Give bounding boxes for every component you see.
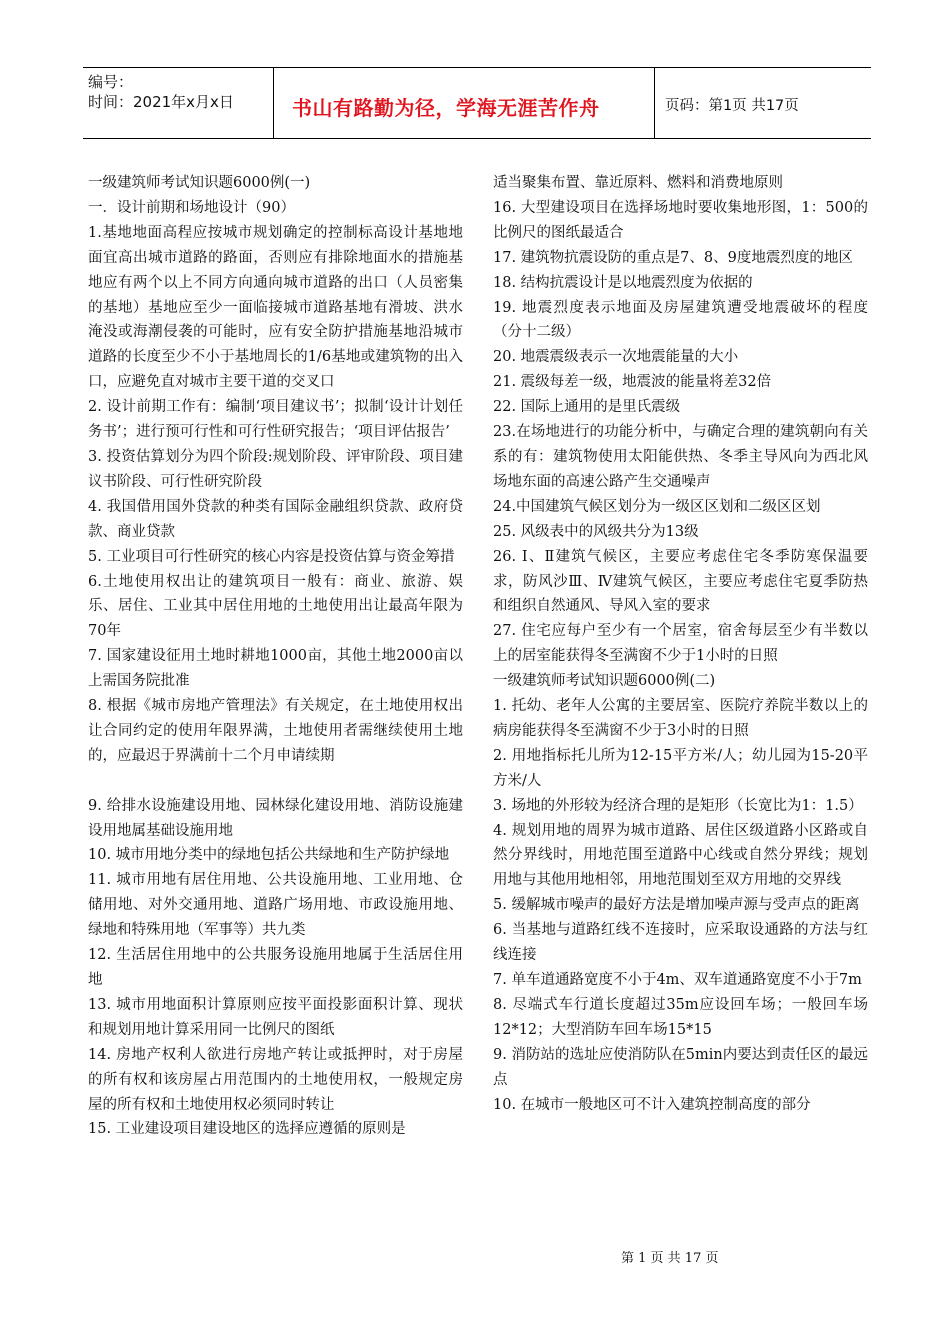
paragraph: 7. 国家建设征用土地时耕地1000亩，其他土地2000亩以上需国务院批准 (88, 648, 463, 690)
left-text-column (88, 171, 463, 1142)
paragraph: 26. Ⅰ、Ⅱ建筑气候区，主要应考虑住宅冬季防寒保温要求，防风沙Ⅲ、Ⅳ建筑气候区，主要应考虑住宅夏季防热和组织自然通风、导风入室的要求 (493, 548, 868, 615)
paragraph: 7. 单车道通路宽度不小于4m、双车道通路宽度不小于7m (493, 972, 862, 988)
paragraph: 21. 震级每差一级，地震波的能量将差32倍 (493, 374, 772, 391)
paragraph: 9. 消防站的选址应使消防队在5min内要达到责任区的最远点 (493, 1046, 868, 1088)
document-number-label: 编号： (88, 73, 134, 91)
paragraph: 10. 城市用地分类中的绿地包括公共绿地和生产防护绿地 (88, 847, 450, 864)
section-title: 一级建筑师考试知识题6000例(二) (493, 673, 716, 690)
paragraph: 3. 场地的外形较为经济合理的是矩形（长宽比为1：1.5） (493, 797, 863, 814)
paragraph: 9. 给排水设施建设用地、园林绿化建设用地、消防设施建设用地属基础设施用地 (88, 797, 463, 839)
section-title: 一级建筑师考试知识题6000例(一) (88, 175, 311, 191)
subsection-title: 一．设计前期和场地设计（90） (88, 199, 295, 216)
header-page-cell (655, 68, 871, 138)
paragraph: 5. 工业项目可行性研究的核心内容是投资估算与资金筹措 (88, 548, 455, 565)
paragraph: 2. 设计前期工作有：编制‘项目建议书’；拟制‘设计计划任务书’；进行预可行性和可行性研究报告；‘项目评估报告’ (88, 399, 463, 441)
header-page-number: 页码：第1页 共17页 (665, 98, 799, 114)
paragraph: 适当聚集布置、靠近原料、燃料和消费地原则 (493, 175, 783, 191)
paragraph: 2. 用地指标托儿所为12-15平方米/人；幼儿园为15-20平方米/人 (493, 747, 868, 789)
paragraph: 12. 生活居住用地中的公共服务设施用地属于生活居住用地 (88, 947, 463, 988)
paragraph: 4. 规划用地的周界为城市道路、居住区级道路小区路或自然分界线时，用地范围至道路中心线或自然分界线；规划用地与其他用地相邻，用地范围划至双方用地的交界线 (493, 822, 868, 889)
paragraph: 22. 国际上通用的是里氏震级 (493, 399, 681, 416)
paragraph: 6.土地使用权出让的建筑项目一般有：商业、旅游、娱乐、居住、工业其中居住用地的土地使用出让最高年限为70年 (88, 573, 463, 640)
paragraph: 11. 城市用地有居住用地、公共设施用地、工业用地、仓储用地、对外交通用地、道路广场用地、市政设施用地、绿地和特殊用地（军事等）共九类 (88, 872, 463, 939)
paragraph: 17. 建筑物抗震设防的重点是7、8、9度地震烈度的地区 (493, 249, 853, 266)
paragraph: 27. 住宅应每户至少有一个居室，宿舍每层至少有半数以上的居室能获得冬至满窗不少于1小时的日照 (493, 623, 868, 665)
blank-line (88, 769, 463, 794)
paragraph: 19. 地震烈度表示地面及房屋建筑遭受地震破坏的程度（分十二级） (493, 299, 868, 341)
paragraph: 24.中国建筑气候区划分为一级区区划和二级区区划 (493, 498, 821, 515)
paragraph: 3. 投资估算划分为四个阶段:规划阶段、评审阶段、项目建议书阶段、可行性研究阶段 (88, 448, 463, 490)
page-footer: 第 1 页 共 17 页 (621, 1251, 719, 1266)
paragraph: 8. 尽端式车行道长度超过35m应设回车场；一般回车场12*12；大型消防车回车场15*15 (493, 996, 868, 1038)
paragraph: 25. 风级表中的风级共分为13级 (493, 523, 699, 540)
paragraph: 13. 城市用地面积计算原则应按平面投影面积计算、现状和规划用地计算采用同一比例尺的图纸 (88, 996, 463, 1038)
paragraph: 20. 地震震级表示一次地震能量的大小 (493, 349, 739, 366)
header-motto: 书山有路勤为径，学海无涯苦作舟 (292, 96, 600, 120)
paragraph: 23.在场地进行的功能分析中，与确定合理的建筑朝向有关系的有：建筑物使用太阳能供热、冬季主导风向为西北风场地东面的高速公路产生交通噪声 (493, 424, 868, 490)
paragraph: 5. 缓解城市噪声的最好方法是增加噪声源与受声点的距离 (493, 897, 860, 914)
paragraph: 1.基地地面高程应按城市规划确定的控制标高设计基地地面宜高出城市道路的路面，否则应有排除地面水的措施基地应有两个以上不同方向通向城市道路的出口（人员密集的基地）基地应至少一面临接城市道路基地有滑坡、洪水淹没或海潮侵袭的可能时，应有安全防护措施基地沿城市道路的长度至少不小于基地周长的1/6基地或建筑物的出入口，应避免直对城市主要干道的交叉口 (88, 224, 463, 391)
paragraph: 10. 在城市一般地区可不计入建筑控制高度的部分 (493, 1096, 811, 1113)
page-header (83, 67, 871, 139)
paragraph: 1. 托幼、老年人公寓的主要居室、医院疗养院半数以上的病房能获得冬至满窗不少于3小时的日照 (493, 698, 868, 739)
paragraph: 14. 房地产权利人欲进行房地产转让或抵押时，对于房屋的所有权和该房屋占用范围内的土地使用权，一般规定房屋的所有权和土地使用权必须同时转让 (88, 1046, 463, 1113)
paragraph: 15. 工业建设项目建设地区的选择应遵循的原则是 (88, 1121, 406, 1138)
paragraph: 8. 根据《城市房地产管理法》有关规定，在土地使用权出让合同约定的使用年限界满，土地使用者需继续使用土地的，应最迟于界满前十二个月申请续期 (88, 698, 463, 764)
paragraph: 6. 当基地与道路红线不连接时，应采取设通路的方法与红线连接 (493, 922, 868, 964)
paragraph: 18. 结构抗震设计是以地震烈度为依据的 (493, 274, 753, 291)
paragraph: 16. 大型建设项目在选择场地时要收集地形图，1：500的比例尺的图纸最适合 (493, 199, 868, 241)
header-meta-cell (83, 68, 274, 138)
paragraph: 4. 我国借用国外贷款的种类有国际金融组织贷款、政府贷款、商业贷款 (88, 498, 463, 540)
document-date-label: 时间：2021年x月x日 (88, 93, 234, 111)
right-text-column (493, 171, 868, 1117)
header-motto-cell (274, 68, 655, 138)
